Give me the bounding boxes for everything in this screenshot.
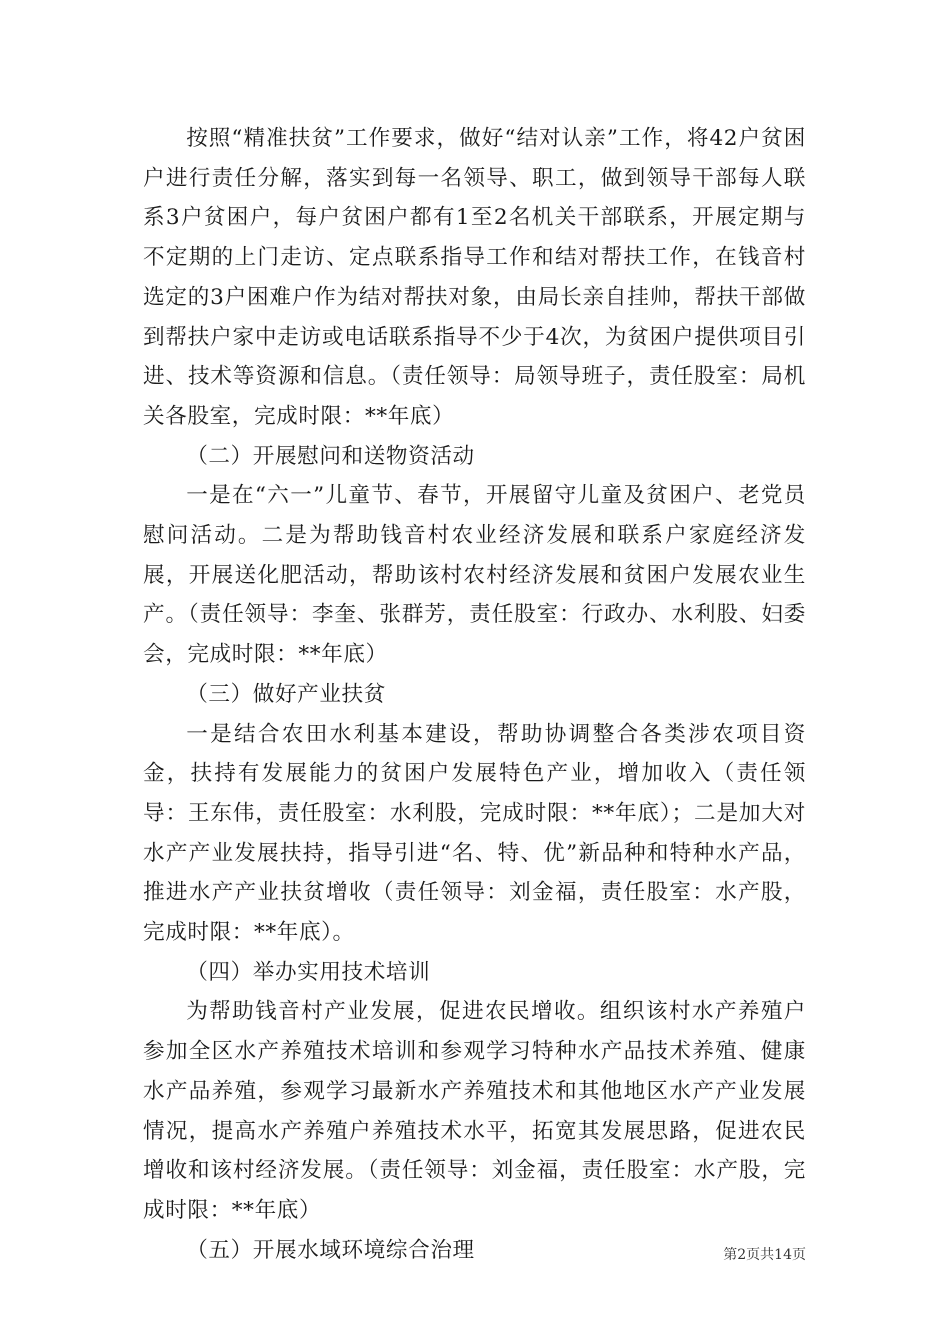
paragraph-industry-poverty-relief: 一是结合农田水利基本建设，帮助协调整合各类涉农项目资金，扶持有发展能力的贫困户发展特色产业，增加收入（责任领导：王东伟，责任股室：水利股，完成时限：**年底）；二是加大对水产产业发展扶持，指导引进“名、特、优”新品种和特种水产品，推进水产产业扶贫增收（责任领导：刘金福，责任股室：水产股，完成时限：**年底）。 xyxy=(143,721,806,946)
document-body xyxy=(143,119,806,1270)
paragraph-pairing-assistance: 按照“精准扶贫”工作要求，做好“结对认亲”工作，将42户贫困户进行责任分解，落实到每一名领导、职工，做到领导干部每人联系3户贫困户，每户贫困户都有1至2名机关干部联系，开展定期与不定期的上门走访、定点联系指导工作和结对帮扶工作，在钱音村选定的3户困难户作为结对帮扶对象，由局长亲自挂帅，帮扶干部做到帮扶户家中走访或电话联系指导不少于4次，为贫困户提供项目引进、技术等资源和信息。（责任领导：局领导班子，责任股室：局机关各股室，完成时限：**年底） xyxy=(143,126,806,429)
section-heading-4: （四）举办实用技术培训 xyxy=(186,959,431,985)
section-heading-5: （五）开展水域环境综合治理 xyxy=(186,1237,475,1263)
section-heading-2: （二）开展慰问和送物资活动 xyxy=(186,443,475,469)
page-number: 第2页共14页 xyxy=(723,1247,806,1263)
paragraph-technical-training: 为帮助钱音村产业发展，促进农民增收。组织该村水产养殖户参加全区水产养殖技术培训和参观学习特种水产品技术养殖、健康水产品养殖，参观学习最新水产养殖技术和其他地区水产产业发展情况，提高水产养殖户养殖技术水平，拓宽其发展思路，促进农民增收和该村经济发展。（责任领导：刘金福，责任股室：水产股，完成时限：**年底） xyxy=(143,999,806,1223)
section-heading-3: （三）做好产业扶贫 xyxy=(186,681,386,707)
paragraph-condolence-activities: 一是在“六一”儿童节、春节，开展留守儿童及贫困户、老党员慰问活动。二是为帮助钱音村农业经济发展和联系户家庭经济发展，开展送化肥活动，帮助该村农村经济发展和贫困户发展农业生产。（责任领导：李奎、张群芳，责任股室：行政办、水利股、妇委会，完成时限：**年底） xyxy=(143,483,806,668)
